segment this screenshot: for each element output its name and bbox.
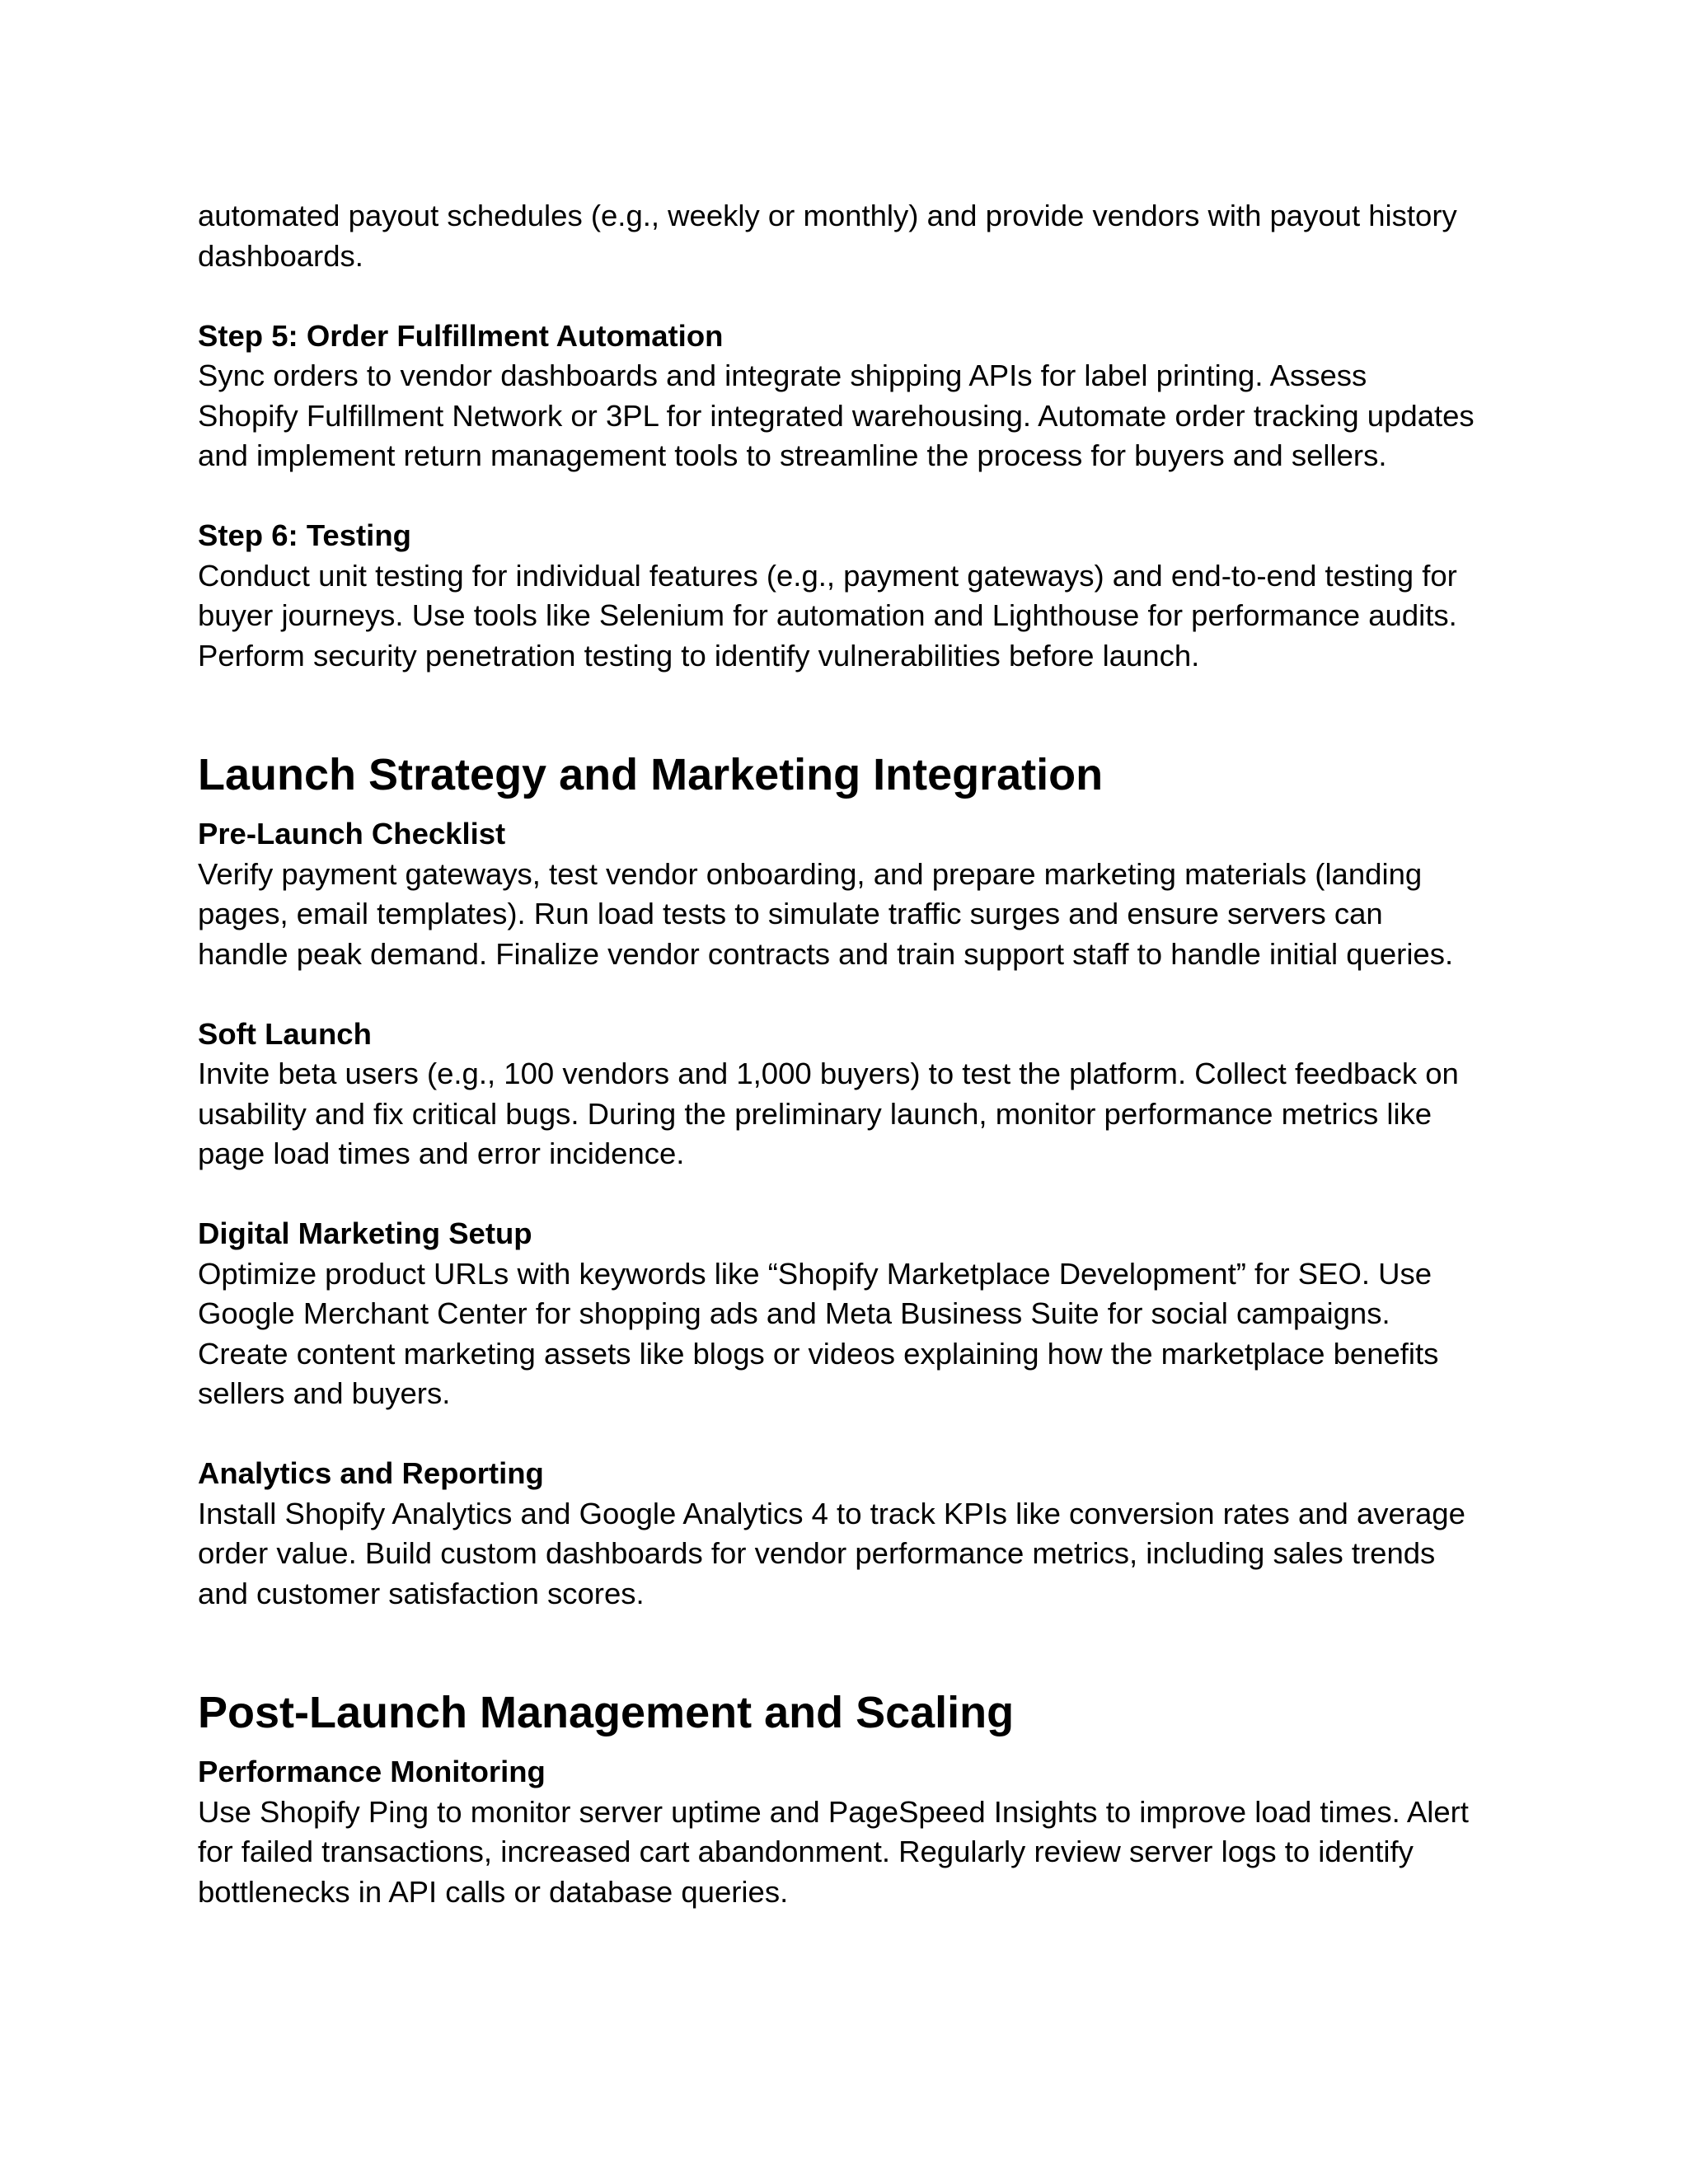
analytics-paragraph bbox=[198, 1494, 1490, 1615]
text-line: usability and fix critical bugs. During the preliminary launch, monitor performance metrics like bbox=[198, 1096, 1432, 1131]
text-line: order value. Build custom dashboards for vendor performance metrics, including sales trends bbox=[198, 1536, 1436, 1570]
launch-section-title: Launch Strategy and Marketing Integration bbox=[198, 750, 1104, 799]
text-line: handle peak demand. Finalize vendor contracts and train support staff to handle initial queries. bbox=[198, 936, 1454, 971]
text-line: Create content marketing assets like blogs or videos explaining how the marketplace benefits bbox=[198, 1336, 1439, 1371]
text-line: and customer satisfaction scores. bbox=[198, 1576, 645, 1610]
text-line: Verify payment gateways, test vendor onboarding, and prepare marketing materials (landing bbox=[198, 856, 1423, 891]
soft-launch-paragraph bbox=[198, 1054, 1490, 1174]
text-line: page load times and error incidence. bbox=[198, 1137, 685, 1170]
step5-heading: Step 5: Order Fulfillment Automation bbox=[198, 318, 724, 353]
text-line: Shopify Fulfillment Network or 3PL for integrated warehousing. Automate order tracking updates bbox=[198, 398, 1475, 433]
text-line: pages, email templates). Run load tests to simulate traffic surges and ensure servers can bbox=[198, 897, 1383, 930]
text-line: Perform security penetration testing to identify vulnerabilities before launch. bbox=[198, 638, 1200, 673]
performance-paragraph bbox=[198, 1793, 1490, 1913]
step5-paragraph bbox=[198, 356, 1490, 476]
digital-marketing-heading: Digital Marketing Setup bbox=[198, 1216, 532, 1250]
text-line: and implement return management tools to streamline the process for buyers and sellers. bbox=[198, 438, 1387, 472]
text-line: automated payout schedules (e.g., weekly or monthly) and provide vendors with payout history bbox=[198, 199, 1457, 232]
post-launch-section-title: Post-Launch Management and Scaling bbox=[198, 1688, 1015, 1737]
prelaunch-paragraph bbox=[198, 855, 1490, 975]
document-page bbox=[198, 196, 1490, 1912]
intro-paragraph bbox=[198, 196, 1490, 276]
text-line: dashboards. bbox=[198, 238, 363, 273]
text-line: for failed transactions, increased cart abandonment. Regularly review server logs to identify bbox=[198, 1835, 1414, 1868]
text-line: Optimize product URLs with keywords like “Shopify Marketplace Development” for SEO. Use bbox=[198, 1256, 1432, 1291]
analytics-heading: Analytics and Reporting bbox=[198, 1456, 544, 1490]
text-line: Use Shopify Ping to monitor server uptime and PageSpeed Insights to improve load times. Alert bbox=[198, 1794, 1469, 1829]
text-line: sellers and buyers. bbox=[198, 1376, 451, 1410]
text-line: buyer journeys. Use tools like Selenium for automation and Lighthouse for performance audits. bbox=[198, 598, 1457, 632]
soft-launch-heading: Soft Launch bbox=[198, 1016, 372, 1051]
text-line: Google Merchant Center for shopping ads and Meta Business Suite for social campaigns. bbox=[198, 1296, 1390, 1330]
prelaunch-heading: Pre-Launch Checklist bbox=[198, 817, 506, 851]
performance-heading: Performance Monitoring bbox=[198, 1755, 546, 1788]
text-line: Install Shopify Analytics and Google Analytics 4 to track KPIs like conversion rates and average bbox=[198, 1496, 1465, 1530]
step6-paragraph bbox=[198, 556, 1490, 677]
text-line: Conduct unit testing for individual features (e.g., payment gateways) and end-to-end testing for bbox=[198, 558, 1457, 593]
step6-heading: Step 6: Testing bbox=[198, 518, 411, 552]
text-line: Invite beta users (e.g., 100 vendors and 1,000 buyers) to test the platform. Collect feedback on bbox=[198, 1057, 1459, 1090]
text-line: bottlenecks in API calls or database queries. bbox=[198, 1874, 789, 1909]
text-line: Sync orders to vendor dashboards and integrate shipping APIs for label printing. Assess bbox=[198, 359, 1367, 392]
digital-marketing-paragraph bbox=[198, 1254, 1490, 1414]
